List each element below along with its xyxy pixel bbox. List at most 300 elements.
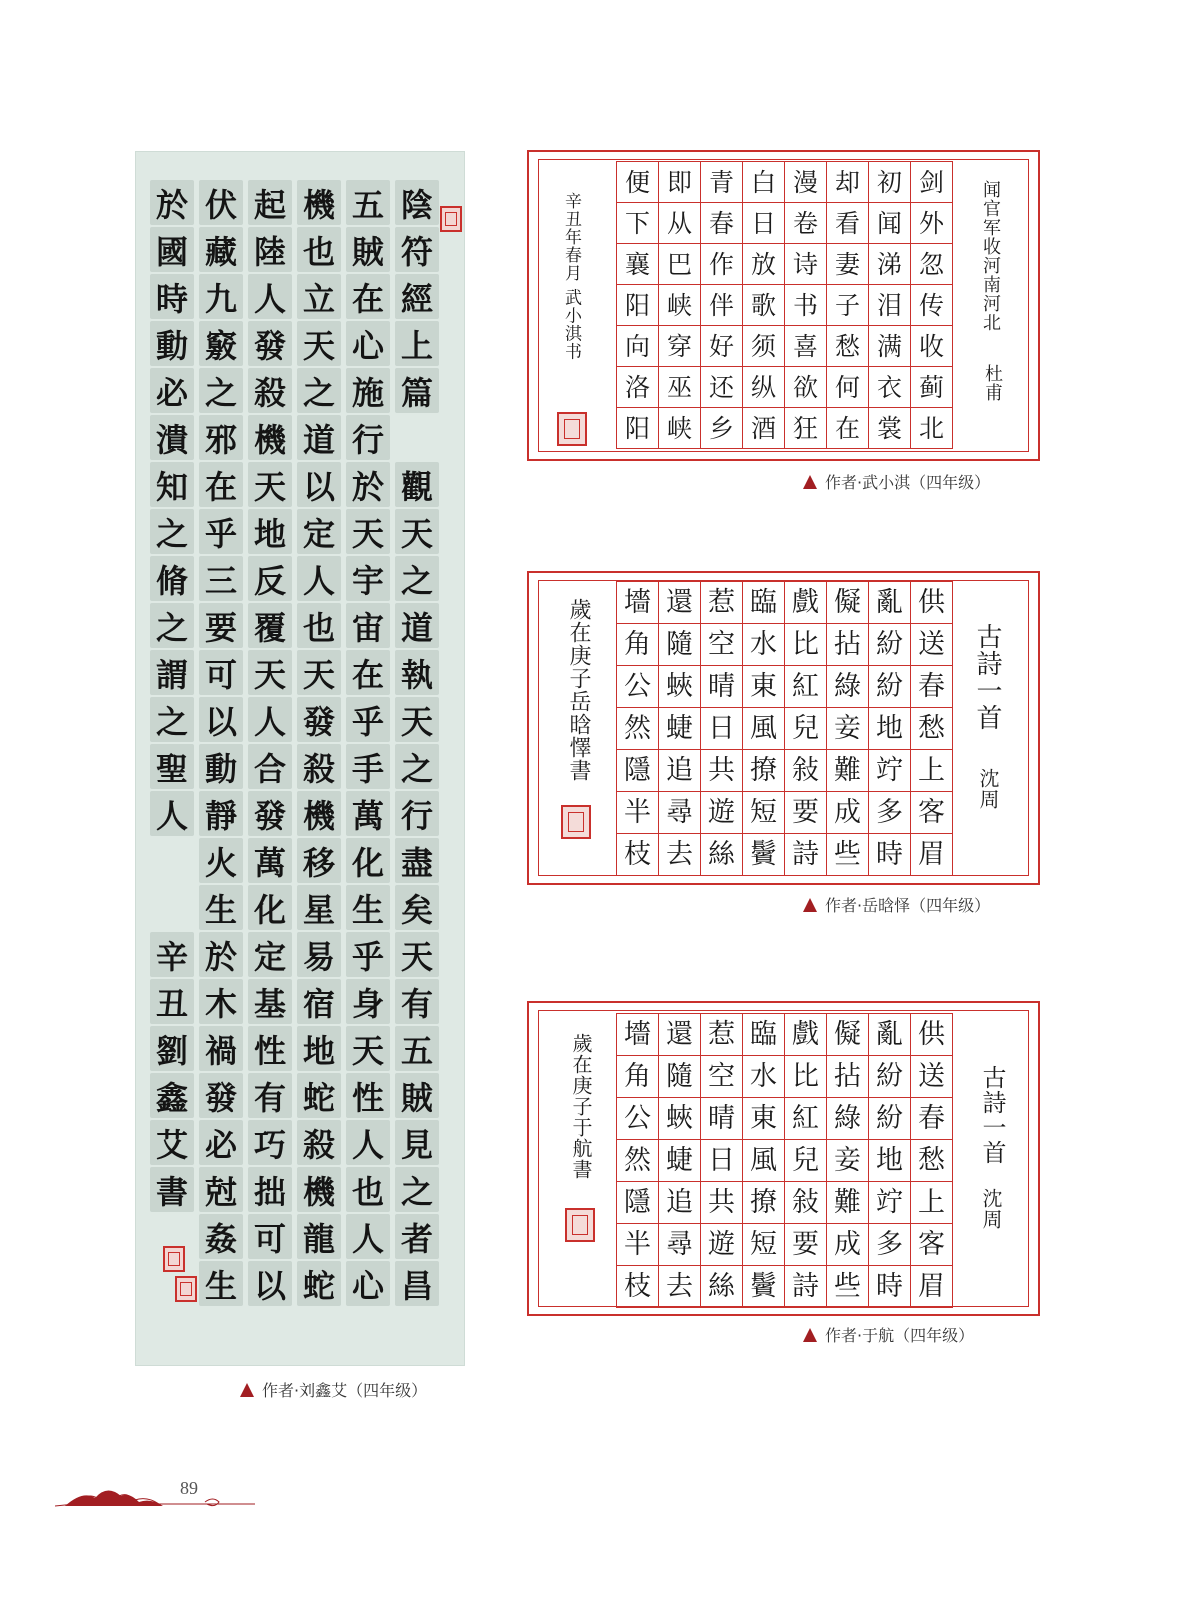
page-number: 89 [180, 1478, 198, 1498]
scroll-character: 時 [150, 274, 194, 319]
poem-character: 剑 [911, 162, 953, 203]
scroll-character: 人 [297, 556, 341, 601]
scroll-character: 拙 [248, 1167, 292, 1212]
poem-character: 隨 [659, 624, 701, 666]
poem-character: 妾 [827, 1140, 869, 1182]
scroll-character: 發 [297, 697, 341, 742]
poem-character: 遊 [701, 1224, 743, 1266]
scroll-column [393, 179, 441, 1307]
poem-character: 客 [911, 792, 953, 834]
poem-character: 戲 [785, 1014, 827, 1056]
poem2-caption-text: 作者·岳晗怿（四年级） [825, 896, 991, 915]
poem-character: 多 [869, 792, 911, 834]
poem-character: 比 [785, 624, 827, 666]
scroll-character: 天 [395, 509, 439, 554]
poem-character: 峡 [659, 285, 701, 326]
poem-character: 共 [701, 1182, 743, 1224]
scroll-character: 也 [297, 227, 341, 272]
poem-frame-3 [527, 1001, 1040, 1316]
scroll-character: 姦 [199, 1214, 243, 1259]
poem-character: 泪 [869, 285, 911, 326]
poem-character: 儗 [827, 582, 869, 624]
scroll-character: 生 [199, 1261, 243, 1306]
scroll-character: 手 [346, 744, 390, 789]
poem-character: 水 [743, 1056, 785, 1098]
poem-character: 共 [701, 750, 743, 792]
poem-character: 紛 [869, 1056, 911, 1098]
poem-character: 隨 [659, 1056, 701, 1098]
poem-character: 穿 [659, 326, 701, 367]
scroll-character: 陰 [395, 180, 439, 225]
scroll-character: 盡 [395, 838, 439, 883]
scroll-character: 在 [199, 462, 243, 507]
scroll-character: 者 [395, 1214, 439, 1259]
scroll-character: 立 [297, 274, 341, 319]
scroll-character: 尅 [199, 1167, 243, 1212]
poem-character: 从 [659, 203, 701, 244]
scroll-character: 木 [199, 979, 243, 1024]
scroll-character: 龍 [297, 1214, 341, 1259]
scroll-character: 天 [248, 650, 292, 695]
scroll-character: 地 [297, 1026, 341, 1071]
poem-character: 敍 [785, 1182, 827, 1224]
poem-character: 眉 [911, 834, 953, 876]
scroll-character: 之 [199, 368, 243, 413]
poem-author: 沈周 [979, 1188, 1003, 1230]
scroll-character: 上 [395, 321, 439, 366]
scroll-character: 心 [346, 1261, 390, 1306]
poem-character: 戲 [785, 582, 827, 624]
poem-character: 欲 [785, 367, 827, 408]
poem-character: 些 [827, 1266, 869, 1308]
poem-character: 臨 [743, 582, 785, 624]
poem-character: 半 [617, 792, 659, 834]
poem-character: 難 [827, 750, 869, 792]
poem-author: 沈周 [976, 768, 1000, 810]
scroll-character: 知 [150, 462, 194, 507]
poem-character: 竚 [869, 1182, 911, 1224]
scroll-character: 宇 [346, 556, 390, 601]
scroll-character: 蛇 [297, 1261, 341, 1306]
scroll-character: 道 [395, 603, 439, 648]
poem-character: 子 [827, 285, 869, 326]
poem-character: 放 [743, 244, 785, 285]
scroll-character: 天 [395, 697, 439, 742]
poem-character: 紛 [869, 1098, 911, 1140]
scroll-character: 脩 [150, 556, 194, 601]
poem-character: 難 [827, 1182, 869, 1224]
scroll-character: 機 [297, 180, 341, 225]
scroll-character: 地 [248, 509, 292, 554]
red-seal-icon [440, 206, 462, 232]
poem-character: 乡 [701, 408, 743, 449]
poem-character: 喜 [785, 326, 827, 367]
poem-grid [616, 1013, 953, 1308]
poem-inscription: 歲在庚子岳晗懌書 [566, 598, 591, 782]
scroll-character: 篇 [395, 368, 439, 413]
scroll-character: 劉 [150, 1026, 194, 1071]
poem-character: 日 [701, 708, 743, 750]
poem-character: 蛺 [659, 666, 701, 708]
scroll-character: 行 [346, 415, 390, 460]
poem-character: 短 [743, 1224, 785, 1266]
poem-character: 儗 [827, 1014, 869, 1056]
scroll-column [295, 179, 343, 1307]
poem-character: 酒 [743, 408, 785, 449]
poem-character: 公 [617, 1098, 659, 1140]
poem1-caption [803, 470, 990, 493]
poem-author: 杜甫 [982, 364, 1003, 402]
poem-character: 紅 [785, 666, 827, 708]
poem-character: 日 [743, 203, 785, 244]
poem-character: 些 [827, 834, 869, 876]
poem2-caption [803, 893, 990, 916]
poem-character: 竚 [869, 750, 911, 792]
poem-character: 纵 [743, 367, 785, 408]
poem-character: 上 [911, 750, 953, 792]
poem-character: 半 [617, 1224, 659, 1266]
scroll-character: 機 [297, 791, 341, 836]
poem-character: 綠 [827, 1098, 869, 1140]
poem-character: 隱 [617, 750, 659, 792]
poem-character: 時 [869, 834, 911, 876]
scroll-character: 宿 [297, 979, 341, 1024]
red-seal-icon [163, 1246, 185, 1272]
poem-character: 送 [911, 1056, 953, 1098]
poem-character: 追 [659, 1182, 701, 1224]
scroll-character: 九 [199, 274, 243, 319]
poem-character: 拈 [827, 624, 869, 666]
scroll-character: 易 [297, 932, 341, 977]
poem-character: 還 [659, 1014, 701, 1056]
poem-character: 比 [785, 1056, 827, 1098]
poem-character: 巫 [659, 367, 701, 408]
scroll-character: 有 [248, 1073, 292, 1118]
poem-character: 要 [785, 1224, 827, 1266]
poem-character: 漫 [785, 162, 827, 203]
caption-arrow-icon [803, 475, 817, 489]
scroll-character: 之 [297, 368, 341, 413]
poem-character: 然 [617, 708, 659, 750]
scroll-character: 天 [346, 509, 390, 554]
poem-character: 尋 [659, 1224, 701, 1266]
poem-character: 青 [701, 162, 743, 203]
poem-character: 公 [617, 666, 659, 708]
scroll-character: 定 [248, 932, 292, 977]
poem-character: 枝 [617, 834, 659, 876]
poem-character: 拈 [827, 1056, 869, 1098]
poem-character: 惹 [701, 1014, 743, 1056]
scroll-character: 人 [248, 274, 292, 319]
poem-character: 要 [785, 792, 827, 834]
scroll-character: 可 [248, 1214, 292, 1259]
scroll-character: 天 [248, 462, 292, 507]
poem-character: 地 [869, 708, 911, 750]
scroll-character: 心 [346, 321, 390, 366]
poem-character: 闻 [869, 203, 911, 244]
scroll-character: 人 [248, 697, 292, 742]
poem-character: 春 [911, 666, 953, 708]
poem-character: 伴 [701, 285, 743, 326]
scroll-character: 蛇 [297, 1073, 341, 1118]
scroll-character: 艾 [150, 1120, 194, 1165]
poem-character: 綠 [827, 666, 869, 708]
scroll-character: 道 [297, 415, 341, 460]
scroll-character: 於 [199, 932, 243, 977]
poem-character: 涕 [869, 244, 911, 285]
poem-character: 去 [659, 834, 701, 876]
poem-character: 峡 [659, 408, 701, 449]
poem-title: 古詩一首 [978, 1065, 1006, 1165]
poem-character: 枝 [617, 1266, 659, 1308]
poem-character: 撩 [743, 1182, 785, 1224]
scroll-character: 生 [199, 885, 243, 930]
poem-character: 裳 [869, 408, 911, 449]
poem-character: 春 [701, 203, 743, 244]
red-seal-icon [565, 1208, 595, 1242]
scroll-character: 之 [395, 744, 439, 789]
scroll-character: 竅 [199, 321, 243, 366]
poem-character: 詩 [785, 1266, 827, 1308]
scroll-character: 行 [395, 791, 439, 836]
scroll-character: 萬 [346, 791, 390, 836]
poem-character: 眉 [911, 1266, 953, 1308]
poem-character: 衣 [869, 367, 911, 408]
scroll-character: 執 [395, 650, 439, 695]
poem-character: 紅 [785, 1098, 827, 1140]
scroll-character: 星 [297, 885, 341, 930]
poem-character: 供 [911, 582, 953, 624]
scroll-character: 賊 [346, 227, 390, 272]
poem-character: 多 [869, 1224, 911, 1266]
poem-character: 角 [617, 1056, 659, 1098]
scroll-character: 國 [150, 227, 194, 272]
poem-character: 還 [659, 582, 701, 624]
scroll-character: 以 [297, 462, 341, 507]
caption-arrow-icon [803, 898, 817, 912]
scroll-character: 巧 [248, 1120, 292, 1165]
poem-character: 看 [827, 203, 869, 244]
poem-character: 敍 [785, 750, 827, 792]
scroll-character: 天 [395, 932, 439, 977]
poem-character: 阳 [617, 285, 659, 326]
scroll-character: 化 [346, 838, 390, 883]
poem-inscription: 歲在庚子于航書 [569, 1033, 593, 1180]
poem-character: 阳 [617, 408, 659, 449]
poem-character: 却 [827, 162, 869, 203]
scroll-character: 辛 [150, 932, 194, 977]
poem-grid [616, 161, 953, 449]
poem-character: 紛 [869, 624, 911, 666]
scroll-character: 殺 [297, 1120, 341, 1165]
scroll-character: 之 [150, 603, 194, 648]
scroll-character: 人 [346, 1214, 390, 1259]
poem-character: 時 [869, 1266, 911, 1308]
poem-character: 何 [827, 367, 869, 408]
caption-arrow-icon [240, 1383, 254, 1397]
poem-character: 亂 [869, 582, 911, 624]
scroll-character: 也 [346, 1167, 390, 1212]
scroll-character: 在 [346, 650, 390, 695]
scroll-character: 潰 [150, 415, 194, 460]
poem-character: 下 [617, 203, 659, 244]
poem-character: 角 [617, 624, 659, 666]
poem-character: 尋 [659, 792, 701, 834]
scroll-character: 賊 [395, 1073, 439, 1118]
scroll-character: 發 [248, 321, 292, 366]
scroll-character: 發 [199, 1073, 243, 1118]
scroll-column [148, 179, 196, 1307]
scroll-character: 符 [395, 227, 439, 272]
scroll-character: 機 [297, 1167, 341, 1212]
poem-character: 上 [911, 1182, 953, 1224]
poem-character: 絲 [701, 834, 743, 876]
scroll-column [246, 179, 294, 1307]
scroll-character: 禍 [199, 1026, 243, 1071]
scroll-character: 以 [199, 697, 243, 742]
scroll-character: 於 [346, 462, 390, 507]
poem-character: 满 [869, 326, 911, 367]
scroll-character: 覆 [248, 603, 292, 648]
scroll-character: 發 [248, 791, 292, 836]
poem-character: 日 [701, 1140, 743, 1182]
poem-character: 便 [617, 162, 659, 203]
poem-character: 風 [743, 1140, 785, 1182]
poem-character: 襄 [617, 244, 659, 285]
poem-character: 忽 [911, 244, 953, 285]
scroll-column [197, 179, 245, 1307]
scroll-character [150, 838, 194, 883]
scroll-character: 藏 [199, 227, 243, 272]
scroll-caption [240, 1378, 427, 1401]
scroll-character: 天 [297, 321, 341, 366]
scroll-character: 身 [346, 979, 390, 1024]
poem-character: 紛 [869, 666, 911, 708]
scroll-character: 殺 [297, 744, 341, 789]
poem-character: 狂 [785, 408, 827, 449]
scroll-character: 鑫 [150, 1073, 194, 1118]
poem-title: 闻官军收河南河北 [980, 180, 1001, 332]
poem-frame-2 [527, 571, 1040, 885]
poem3-caption-text: 作者·于航（四年级） [825, 1326, 975, 1345]
scroll-character: 觀 [395, 462, 439, 507]
scroll-character: 可 [199, 650, 243, 695]
scroll-character: 見 [395, 1120, 439, 1165]
poem-character: 去 [659, 1266, 701, 1308]
poem-inscription: 辛丑年春月 武小淇书 [561, 192, 581, 361]
poem3-caption [803, 1323, 974, 1346]
scroll-character: 也 [297, 603, 341, 648]
poem-character: 絲 [701, 1266, 743, 1308]
red-seal-icon [561, 805, 591, 839]
red-seal-icon [175, 1276, 197, 1302]
poem-character: 须 [743, 326, 785, 367]
scroll-character: 有 [395, 979, 439, 1024]
poem-character: 鬢 [743, 1266, 785, 1308]
scroll-character: 昌 [395, 1261, 439, 1306]
poem-character: 作 [701, 244, 743, 285]
scroll-character: 殺 [248, 368, 292, 413]
poem-character: 然 [617, 1140, 659, 1182]
poem-character: 愁 [911, 1140, 953, 1182]
poem-character: 愁 [911, 708, 953, 750]
poem-character: 詩 [785, 834, 827, 876]
scroll-character: 動 [150, 321, 194, 366]
poem-character: 地 [869, 1140, 911, 1182]
scroll-character: 機 [248, 415, 292, 460]
poem-character: 蜨 [659, 708, 701, 750]
poem-character: 墻 [617, 1014, 659, 1056]
poem-character: 追 [659, 750, 701, 792]
poem-character: 蓟 [911, 367, 953, 408]
poem-character: 初 [869, 162, 911, 203]
scroll-character: 在 [346, 274, 390, 319]
poem-character: 惹 [701, 582, 743, 624]
poem-character: 遊 [701, 792, 743, 834]
scroll-character: 合 [248, 744, 292, 789]
poem-character: 東 [743, 666, 785, 708]
poem-character: 洛 [617, 367, 659, 408]
scroll-character: 施 [346, 368, 390, 413]
scroll-character: 必 [150, 368, 194, 413]
red-seal-icon [557, 412, 587, 446]
poem-character: 蛺 [659, 1098, 701, 1140]
poem-character: 妻 [827, 244, 869, 285]
poem-character: 即 [659, 162, 701, 203]
scroll-character: 天 [297, 650, 341, 695]
scroll-column [344, 179, 392, 1307]
poem-character: 愁 [827, 326, 869, 367]
poem-character: 向 [617, 326, 659, 367]
caption-arrow-icon [803, 1328, 817, 1342]
poem-character: 在 [827, 408, 869, 449]
poem-character: 風 [743, 708, 785, 750]
scroll-character: 之 [395, 556, 439, 601]
scroll-character: 五 [395, 1026, 439, 1071]
poem-character: 传 [911, 285, 953, 326]
scroll-character: 必 [199, 1120, 243, 1165]
scroll-character: 定 [297, 509, 341, 554]
poem-character: 短 [743, 792, 785, 834]
poem-character: 空 [701, 624, 743, 666]
poem-frame-1 [527, 150, 1040, 461]
poem-character: 妾 [827, 708, 869, 750]
poem-character: 好 [701, 326, 743, 367]
poem-character: 春 [911, 1098, 953, 1140]
poem-character: 北 [911, 408, 953, 449]
poem-character: 墻 [617, 582, 659, 624]
scroll-character: 之 [150, 697, 194, 742]
scroll-character: 陸 [248, 227, 292, 272]
poem-character: 晴 [701, 1098, 743, 1140]
scroll-character: 乎 [199, 509, 243, 554]
scroll-character: 生 [346, 885, 390, 930]
poem-character: 東 [743, 1098, 785, 1140]
poem-character: 书 [785, 285, 827, 326]
poem-character: 鬢 [743, 834, 785, 876]
scroll-character: 起 [248, 180, 292, 225]
scroll-character: 宙 [346, 603, 390, 648]
scroll-character: 矣 [395, 885, 439, 930]
scroll-character: 書 [150, 1167, 194, 1212]
poem-character: 臨 [743, 1014, 785, 1056]
poem-character: 收 [911, 326, 953, 367]
scroll-character [150, 885, 194, 930]
poem-character: 白 [743, 162, 785, 203]
poem-character: 巴 [659, 244, 701, 285]
poem-character: 撩 [743, 750, 785, 792]
scroll-character: 火 [199, 838, 243, 883]
